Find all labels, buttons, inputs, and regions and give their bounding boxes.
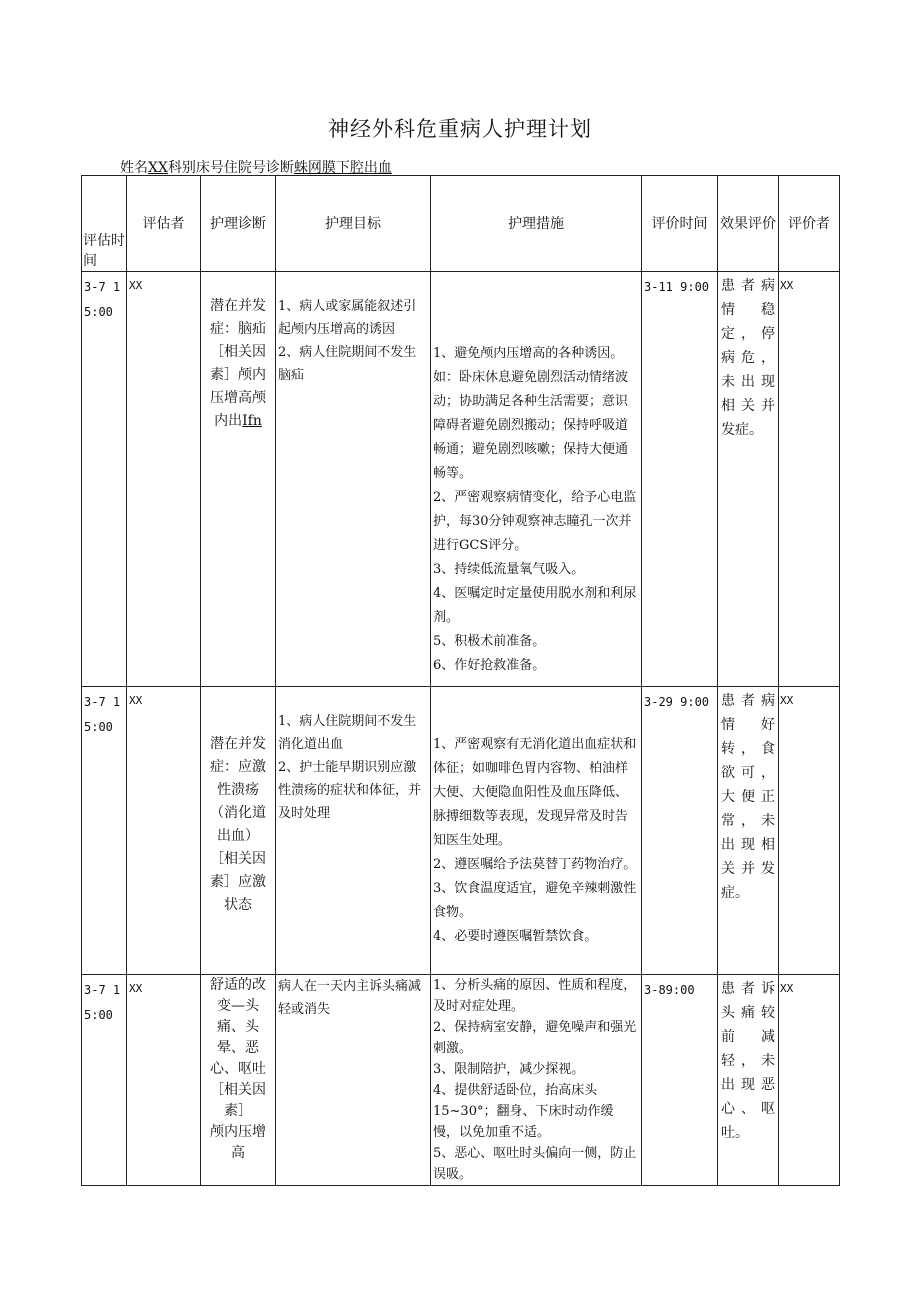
goal-cell bbox=[276, 272, 431, 687]
diagnosis-line: 心、呕吐 bbox=[210, 1061, 266, 1077]
effect-cell: 患者病情稳定，停病危，未出现相关并发症。 bbox=[718, 272, 779, 687]
effect-cell: 患者诉头痛较前减轻，未出现恶心、呕吐。 bbox=[718, 975, 779, 1186]
diagnosis-line: 状态 bbox=[224, 897, 252, 913]
diagnosis-cell bbox=[201, 272, 276, 687]
diagnosis-line: 性溃疡 bbox=[217, 782, 259, 798]
header-nursing-diagnosis: 护理诊断 bbox=[201, 176, 276, 272]
assessor-cell: XX bbox=[127, 975, 201, 1186]
header-review-time: 评价时间 bbox=[642, 176, 718, 272]
header-eval-time: 评估时间 bbox=[82, 176, 127, 272]
diagnosis-line: 潜在并发 bbox=[210, 736, 266, 752]
page-title: 神经外科危重病人护理计划 bbox=[328, 117, 592, 141]
goal-cell bbox=[276, 687, 431, 975]
diagnosis-line bbox=[203, 410, 273, 433]
measure-item: 4、医嘱定时定量使用脱水剂和利尿剂。 bbox=[433, 586, 637, 625]
table-row bbox=[82, 975, 840, 1186]
name-label: 姓名 bbox=[120, 160, 148, 176]
header-nursing-measures: 护理措施 bbox=[431, 176, 642, 272]
eval-time-cell: 3-7 15:00 bbox=[82, 687, 127, 975]
measure-item: 1、分析头痛的原因、性质和程度，及时对症处理。 bbox=[433, 978, 637, 1014]
measure-item: 4、必要时遵医嘱暂禁饮食。 bbox=[433, 929, 598, 944]
diagnosis-line: 晕、恶 bbox=[217, 1040, 259, 1056]
measure-item: 5、恶心、呕吐时头偏向一侧，防止误吸。 bbox=[433, 1146, 637, 1182]
goal-item: 2、护士能早期识别应激性溃疡的症状和体征，并及时处理 bbox=[278, 760, 422, 821]
diagnosis-line: 舒适的改 bbox=[210, 977, 266, 993]
measures-cell bbox=[431, 975, 642, 1186]
diagnosis-line: 痛、头 bbox=[217, 1019, 259, 1035]
patient-info-line bbox=[120, 157, 392, 177]
measures-cell bbox=[431, 687, 642, 975]
eval-time-cell: 3-7 15:00 bbox=[82, 975, 127, 1186]
diagnosis-line: 出血） bbox=[217, 828, 259, 844]
goal-item: 1、病人或家属能叙述引起颅内压增高的诱因 bbox=[278, 299, 417, 337]
info-labels: 科别床号住院号诊断 bbox=[167, 160, 294, 176]
measure-item: 2、严密观察病情变化，给予心电监护，每30分钟观察神志瞳孔一次并进行GCS评分。 bbox=[433, 490, 637, 553]
goal-item: 1、病人住院期间不发生消化道出血 bbox=[278, 714, 417, 752]
measure-item: 2、遵医嘱给予法莫替丁药物治疗。 bbox=[433, 857, 637, 872]
diagnosis-cell bbox=[201, 687, 276, 975]
effect-cell: 患者病情好转，食欲可，大便正常，未出现相关并发症。 bbox=[718, 687, 779, 975]
assessor-cell: XX bbox=[127, 272, 201, 687]
diagnosis-value: 蛛网膜下腔出血 bbox=[293, 160, 392, 176]
reviewer-cell: XX bbox=[779, 975, 840, 1186]
goal-item: 病人在一天内主诉头痛减轻或消失 bbox=[278, 979, 422, 1017]
diagnosis-line: （消化道 bbox=[210, 805, 266, 821]
diagnosis-line: 压增高颅 bbox=[210, 390, 266, 406]
header-reviewer: 评价者 bbox=[779, 176, 840, 272]
name-value: XX bbox=[148, 160, 168, 176]
diagnosis-tail-underlined: Ifn bbox=[242, 413, 262, 429]
table-row bbox=[82, 272, 840, 687]
table-header-row bbox=[82, 176, 840, 272]
diagnosis-line: 症：应激 bbox=[210, 759, 266, 775]
diagnosis-cell bbox=[201, 975, 276, 1186]
diagnosis-line: ［相关因 bbox=[210, 851, 266, 867]
header-effect: 效果评价 bbox=[718, 176, 779, 272]
goal-cell bbox=[276, 975, 431, 1186]
eval-time-cell: 3-7 15:00 bbox=[82, 272, 127, 687]
diagnosis-line: 素］应激 bbox=[210, 874, 266, 890]
diagnosis-line: 颅内压增 bbox=[210, 1124, 266, 1140]
review-time-cell: 3-89:00 bbox=[642, 975, 718, 1186]
header-nursing-goal: 护理目标 bbox=[276, 176, 431, 272]
measure-item: 1、严密观察有无消化道出血症状和体征；如咖啡色胃内容物、柏油样大便、大便隐血阳性及血压降低、脉搏细数等表现，发现异常及时告知医生处理。 bbox=[433, 737, 637, 848]
diagnosis-tail: 内出 bbox=[214, 413, 243, 429]
measure-item: 5、积极术前准备。 bbox=[433, 634, 546, 649]
care-plan-table bbox=[81, 175, 840, 1186]
measure-item: 4、提供舒适卧位，抬高床头15~30°；翻身、下床时动作缓慢，以免加重不适。 bbox=[433, 1083, 614, 1140]
measure-item: 3、限制陪护，减少探视。 bbox=[433, 1062, 585, 1077]
reviewer-cell: XX bbox=[779, 272, 840, 687]
reviewer-cell: XX bbox=[779, 687, 840, 975]
diagnosis-line: 潜在并发 bbox=[210, 298, 266, 314]
measure-item: 2、保持病室安静，避免噪声和强光刺激。 bbox=[433, 1020, 637, 1056]
diagnosis-line: 症：脑疝 bbox=[210, 321, 266, 337]
header-assessor: 评估者 bbox=[127, 176, 201, 272]
diagnosis-line: ［相关因 bbox=[210, 344, 266, 360]
assessor-cell: XX bbox=[127, 687, 201, 975]
goal-item: 2、病人住院期间不发生脑疝 bbox=[278, 345, 417, 383]
review-time-cell: 3-29 9:00 bbox=[642, 687, 718, 975]
measure-item: 6、作好抢救准备。 bbox=[433, 658, 546, 673]
measure-item: 3、饮食温度适宜，避免辛辣刺激性食物。 bbox=[433, 881, 637, 920]
diagnosis-line: ［相关因 bbox=[210, 1082, 266, 1098]
diagnosis-line: 高 bbox=[231, 1145, 245, 1161]
table-row bbox=[82, 687, 840, 975]
measure-item: 3、持续低流量氧气吸入。 bbox=[433, 562, 585, 577]
review-time-cell: 3-11 9:00 bbox=[642, 272, 718, 687]
diagnosis-line: 素］ bbox=[224, 1103, 252, 1119]
diagnosis-line: 变—头 bbox=[217, 998, 259, 1014]
diagnosis-line: 素］颅内 bbox=[210, 367, 266, 383]
measures-cell bbox=[431, 272, 642, 687]
measure-item: 1、避免颅内压增高的各种诱因。如：卧床休息避免剧烈活动情绪波动；协助满足各种生活需要；意识障碍者避免剧烈搬动；保持呼吸道畅通；避免剧烈咳嗽；保持大便通畅等。 bbox=[433, 346, 629, 481]
